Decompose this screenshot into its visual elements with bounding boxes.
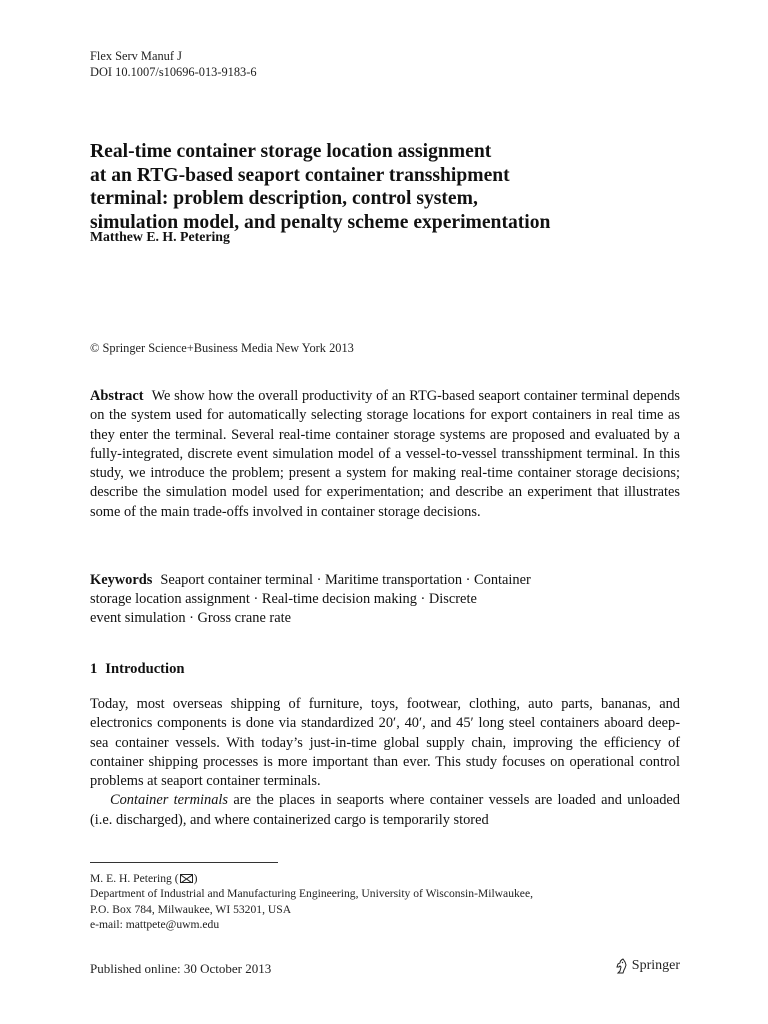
springer-horse-icon: [614, 958, 628, 974]
corresponding-author-name: M. E. H. Petering (: [90, 872, 179, 885]
article-title: [90, 140, 680, 234]
copyright-notice: © Springer Science+Business Media New York 2013: [90, 341, 354, 355]
journal-info: [90, 48, 257, 80]
abstract: [90, 387, 680, 522]
envelope-icon: [180, 874, 193, 883]
email-address[interactable]: e-mail: mattpete@uwm.edu: [90, 918, 220, 932]
keywords-line: storage location assignment · Real-time decision making · Discrete: [90, 591, 477, 607]
postal-address: P.O. Box 784, Milwaukee, WI 53201, USA: [90, 902, 292, 916]
keywords-line: event simulation · Gross crane rate: [90, 610, 291, 626]
title-line: at an RTG-based seaport container transshipment: [90, 164, 510, 186]
title-line: simulation model, and penalty scheme experimentation: [90, 211, 551, 233]
department: Department of Industrial and Manufacturing Engineering, University of Wisconsin-Milwaukee,: [90, 887, 533, 901]
section-heading: [90, 661, 185, 678]
author-name: Matthew E. H. Petering: [90, 229, 230, 244]
intro-paragraph: [90, 791, 680, 830]
publisher-name: Springer: [631, 958, 680, 973]
title-line: terminal: problem description, control system,: [90, 188, 478, 209]
emphasis-term: Container terminals: [110, 792, 229, 809]
footnote-divider: [90, 862, 278, 863]
intro-paragraph-text: are the places in seaports where container vessels are loaded and unloaded (i.e. discharged), and where containerized cargo is temporarily stored: [90, 792, 680, 828]
introduction-body: [90, 695, 680, 830]
abstract-text: We show how the overall productivity of an RTG-based seaport container terminal depends on the system used for automatically selecting storage locations for export containers in real time as they enter the terminal. Several real-time container storage systems are proposed and evaluated by a fully-integrated, discrete event simulation model of a vessel-to-vessel transshipment terminal. In this study, we introduce the problem; present a system for making real-time container storage decisions; describe the simulation model used for experimentation; and describe an experiment that illustrates some of the main trade-offs involved in container storage decisions.: [90, 388, 680, 520]
keywords-line: [90, 571, 680, 590]
abstract-label: Abstract: [90, 388, 144, 404]
keywords-text: Seaport container terminal · Maritime transportation · Container: [160, 572, 531, 588]
keywords-label: Keywords: [90, 572, 153, 588]
doi: DOI 10.1007/s10696-013-9183-6: [90, 65, 257, 79]
title-line: Real-time container storage location assignment: [90, 141, 492, 162]
section-title: Introduction: [105, 661, 185, 677]
corresponding-author-close: ): [193, 872, 198, 885]
article-page: [90, 0, 680, 1024]
section-number: 1: [90, 661, 98, 677]
intro-paragraph: Today, most overseas shipping of furniture, toys, footwear, clothing, auto parts, bananas, and electronics components is done via standardized 20′, 40′, and 45′ long steel containers aboard deep-sea container vessels. With today’s just-in-time global supply chain, improving the efficiency of container shipping processes is more important than ever. This study focuses on operational control problems at seaport container terminals.: [90, 696, 680, 790]
publisher-logo: [614, 958, 680, 974]
published-date: Published online: 30 October 2013: [90, 961, 272, 976]
journal-name: Flex Serv Manuf J: [90, 49, 182, 63]
keywords: [90, 571, 680, 628]
author-affiliation: [90, 871, 533, 933]
corresponding-author: [90, 871, 533, 886]
